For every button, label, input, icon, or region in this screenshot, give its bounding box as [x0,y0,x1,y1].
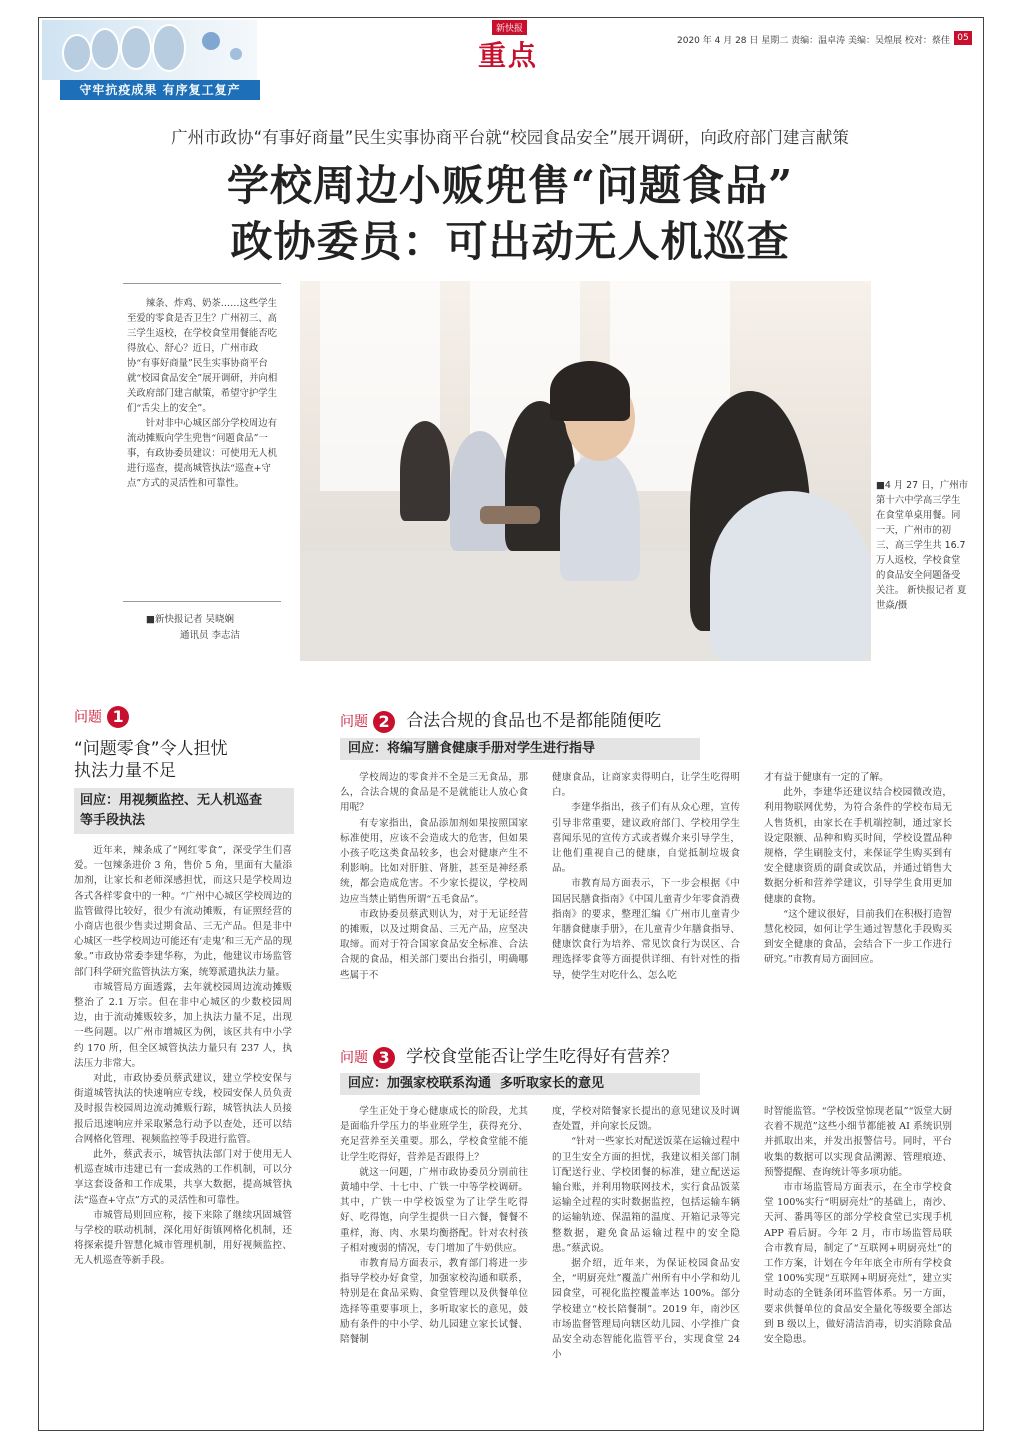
headline [60,158,960,270]
q2-paragraph: 有专家指出，食品添加剂如果按照国家标准使用，应该不会造成大的危害，但如果小孩子吃这类食品较多，也会对健康产生不利影响。比如对肝脏、肾脏，甚至是神经系统，都会造成危害。不少家长提议，学校周边应当禁止销售所谓“五毛食品”。 [340,817,528,905]
q3-number: 3 [373,1047,395,1069]
photo-caption: ■4 月 27 日，广州市第十六中学高三学生在食堂单桌用餐。同一天，广州市的初三、高三学生共 16.7 万人返校，学校食堂的食品安全问题备受关注。 新快报记者 夏世焱/摄 [876,480,968,611]
q1-paragraph: 对此，市政协委员蔡武建议，建立学校安保与街道城管执法的快速响应专线，校园安保人员负责及时报告校园周边流动摊贩行踪，城管执法人员接报后迅速响应并采取紧急行动予以查处，还可以结合网格化管理、视频监控等手段进行监管。 [74,1073,292,1145]
q3-paragraph: 就这一问题，广州市政协委员分别前往黄埔中学、十七中、广铁一中等学校调研。其中，广铁一中学校饭堂为了让学生吃得好、吃得饱，向学生提供一日六餐，餐餐不重样，海、肉、水果均衡搭配。针对农村孩子相对瘦弱的情况，专门增加了牛奶供应。 [340,1166,528,1254]
q2-paragraph: “这个建议很好，目前我们在积极打造智慧化校园，如何让学生通过智慧化手段购买到安全健康的食品，会结合下一步工作进行研究。”市教育局方面回应。 [764,908,952,966]
q1-response-line: 回应：用视频监控、无人机巡查 [80,793,263,808]
kicker: 广州市政协“有事好商量”民生实事协商平台就“校园食品安全”展开调研，向政府部门建言献策 [171,128,849,147]
q1-response [74,788,294,834]
q3-col-1 [340,1104,528,1347]
q3-heading [340,1042,678,1069]
virus-icon [202,32,220,50]
q1-body [74,843,292,1269]
q3-paragraph: 度，学校对陪餐家长提出的意见建议及时调查处置，并向家长反馈。 [552,1106,740,1133]
student-figure [450,431,510,551]
q2-paragraph: 学校周边的零食并不全是三无食品，那么，合法合规的食品是不是就能让人放心食用呢？ [340,772,528,814]
q3-paragraph: 据介绍，近年来，为保证校园食品安全，“明厨亮灶”覆盖广州所有中小学和幼儿园食堂，可视化监控覆盖率达 100%。部分学校建立“校长陪餐制”。2019 年，南沙区市场监督管理局向辖区幼儿园、小学推广食品安全动态智能化监管平台，实现食堂 24 小 [552,1258,740,1361]
q1-tag: 问题 [74,709,102,726]
lead-text [127,296,279,491]
q3-col-3 [764,1104,952,1347]
students-dining-photo [300,281,871,661]
byline-reporter: ■新快报记者 吴晓娴 [146,614,234,625]
divider [123,283,281,284]
divider [123,601,281,602]
virus-icon [230,48,242,60]
q1-heading [74,706,129,728]
q3-col-2 [552,1104,740,1362]
q1-title-line: “问题零食”令人担忧 [74,739,228,759]
q2-col-2 [552,770,740,983]
byline [146,612,240,644]
q2-number: 2 [373,711,395,733]
medic-figure-icon [120,26,152,70]
student-figure [400,421,450,521]
q1-title [74,738,228,782]
student-hair [550,361,630,421]
q2-paragraph: 市政协委员蔡武则认为，对于无证经营的摊贩，以及过期食品、三无产品，应坚决取缔。而对于符合国家食品安全标准、合法合规的食品，相关部门要出台指引，明确哪些属于不 [340,908,528,981]
q1-number: 1 [107,706,129,728]
byline-correspondent: 通讯员 李志洁 [180,630,241,641]
banner-label: 守牢抗疫成果 有序复工复产 [60,80,260,100]
q1-title-line: 执法力量不足 [74,761,176,781]
q2-paragraph: 才有益于健康有一定的了解。 [764,772,889,783]
q3-paragraph: 市市场监管局方面表示，在全市学校食堂 100%实行“明厨亮灶”的基础上，南沙、天河、番禺等区的部分学校食堂已实现手机 APP 看后厨。今年 2 月，市市场监管局联合市教育局，制定了“互联网+明厨亮灶”的工作方案，计划在今年年底全市所有学校食堂 100%实现“互联网+明厨亮灶”，建立实时动态的全链条闭环监管体系。另一方面，要求供餐单位的食品安全量化等级要全部达到 B 级以上，做好清洁消毒，切实消除食品安全隐患。 [764,1182,952,1346]
brand-logo: 新快报 [492,20,527,35]
q2-paragraph: 健康食品，让商家卖得明白，让学生吃得明白。 [552,772,740,799]
q2-paragraph: 李建华指出，孩子们有从众心理，宣传引导非常重要，建议政府部门、学校用学生喜闻乐见的宣传方式或者媒介来引导学生，让他们重视自己的健康，自觉抵制垃圾食品。 [552,802,740,875]
q3-paragraph: 学生正处于身心健康成长的阶段，尤其是面临升学压力的毕业班学生，获得充分、充足营养至关重要。那么，学校食堂能不能让学生吃得好，营养是否跟得上？ [340,1106,528,1163]
q2-tag: 问题 [340,714,368,730]
q2-title: 合法合规的食品也不是都能随便吃 [406,711,662,731]
q1-paragraph: 近年来，辣条成了“网红零食”，深受学生们喜爱。一包辣条进价 3 角，售价 5 角，里面有大量添加剂，让家长和老师深感担忧，而这只是学校周边各式各样零食中的一种。“广州中心城区学校周边的监管做得比较好，很少有流动摊贩，有证照经营的小商店也很少售卖过期食品、三无产品。但是非中心城区一些学校周边可能还有‘走鬼’和三无产品的现象。”市政协常委李建华称，为此，他建议市场监管部门科学研究监管执法方案，统筹派遣执法力量。 [74,845,292,978]
q2-col-1 [340,770,528,983]
q2-response: 回应：将编写膳食健康手册对学生进行指导 [340,738,700,760]
student-figure [560,451,640,581]
q1-paragraph: 此外，蔡武表示，城管执法部门对于使用无人机巡查城市违建已有一套成熟的工作机制，可以分享这套设备和工作成果，共享大数据，提高城管执法“巡查+守点”方式的灵活性和可靠性。 [74,1149,292,1206]
q2-paragraph: 此外，李建华还建议结合校园微改造，利用物联网优势，为符合条件的学校布局无人售货机，由家长在手机端控制，通过家长设定限额、品种和购买时间，学校设置品种规格，学生刷脸支付，来保证学生购买到有安全健康资质的副食或饮品，并通过销售大数据分析和营养学建议，引导学生食用更加健康的食物。 [764,787,952,905]
medic-figure-icon [152,24,186,72]
lead-paragraph: 辣条、炸鸡、奶茶……这些学生至爱的零食是否卫生？广州初三、高三学生返校，在学校食堂用餐能否吃得放心、舒心？近日，广州市政协“有事好商量”民生实事协商平台就“校园食品安全”展开调研，并向相关政府部门建言献策，希望守护学生们“舌尖上的安全”。 [127,298,278,414]
lead-paragraph: 针对非中心城区部分学校周边有流动摊贩向学生兜售“问题食品”一事，有政协委员建议：可使用无人机进行巡查，提高城管执法“巡查+守点”方式的灵活性和可靠性。 [127,418,278,489]
food-tray [480,506,540,524]
page-number: 05 [954,31,972,45]
q1-paragraph: 市城管局则回应称，接下来除了继续巩固城管与学校的联动机制，深化用好街镇网格化机制，还将探索提升智慧化城市管理机制，用好视频监控、无人机巡查等新手段。 [74,1209,292,1267]
section-title: 重点 [478,39,539,72]
q3-paragraph: 时智能监管。“学校饭堂惊现老鼠”“饭堂大厨衣着不规范”这些小细节都能被 AI 系统识别并抓取出来，并发出报警信号。同时，平台收集的数据可以实现食品溯源、管理痕迹、预警提醒、查询统计等多项功能。 [764,1106,952,1178]
medic-figure-icon [62,34,92,72]
headline-line-1: 学校周边小贩兜售“问题食品” [226,161,794,210]
student-figure [710,491,871,661]
q1-response-line: 等手段执法 [80,813,146,828]
q3-paragraph: “针对一些家长对配送饭菜在运输过程中的卫生安全方面的担忧，我建议相关部门制订配送行业、学校团餐的标准，建立配送运输台账，并利用物联网技术，实行食品饭菜运输全过程的实时数据监控，包括运输车辆的运输轨迹、保温箱的温度、开箱记录等完整数据，避免食品运输过程中的安全隐患。”蔡武说。 [552,1136,740,1254]
header-info: 2020 年 4 月 28 日 星期二 责编：温卓涛 美编：吴煌展 校对：蔡佳 [677,36,950,46]
q2-paragraph: 市教育局方面表示，下一步会根据《中国居民膳食指南》《中国儿童青少年零食消费指南》的要求，整理汇编《广州市儿童青少年膳食健康手册》，在儿童青少年膳食指导、健康饮食行为培养、常见饮食行为误区、合理选择零食等方面提供详细、有针对性的指导，使学生对吃什么、怎么吃 [552,878,740,981]
q2-heading [340,706,661,733]
medic-figure-icon [90,28,120,70]
q3-response: 回应：加强家校联系沟通 多听取家长的意见 [340,1073,700,1095]
q2-col-3 [764,770,952,968]
q3-paragraph: 市教育局方面表示，教育部门将进一步指导学校办好食堂，加强家校沟通和联系，特别是在食品采购、食堂管理以及供餐单位选择等重要事项上，多听取家长的意见，鼓励有条件的中小学、幼儿园建立家长试餐、陪餐制 [340,1258,528,1346]
banner-image [42,20,257,80]
q1-paragraph: 市城管局方面透露，去年就校园周边流动摊贩整治了 2.1 万宗。但在非中心城区的少数校园周边，由于流动摊贩较多，加上执法力量不足，出现一些问题。以广州市增城区为例，该区共有中小学约 170 所，但全区城管执法力量只有 237 人，执法压力非常大。 [74,981,292,1069]
q3-tag: 问题 [340,1050,368,1066]
headline-line-2: 政协委员：可出动无人机巡查 [230,217,790,266]
q3-title: 学校食堂能否让学生吃得好有营养？ [406,1047,679,1067]
